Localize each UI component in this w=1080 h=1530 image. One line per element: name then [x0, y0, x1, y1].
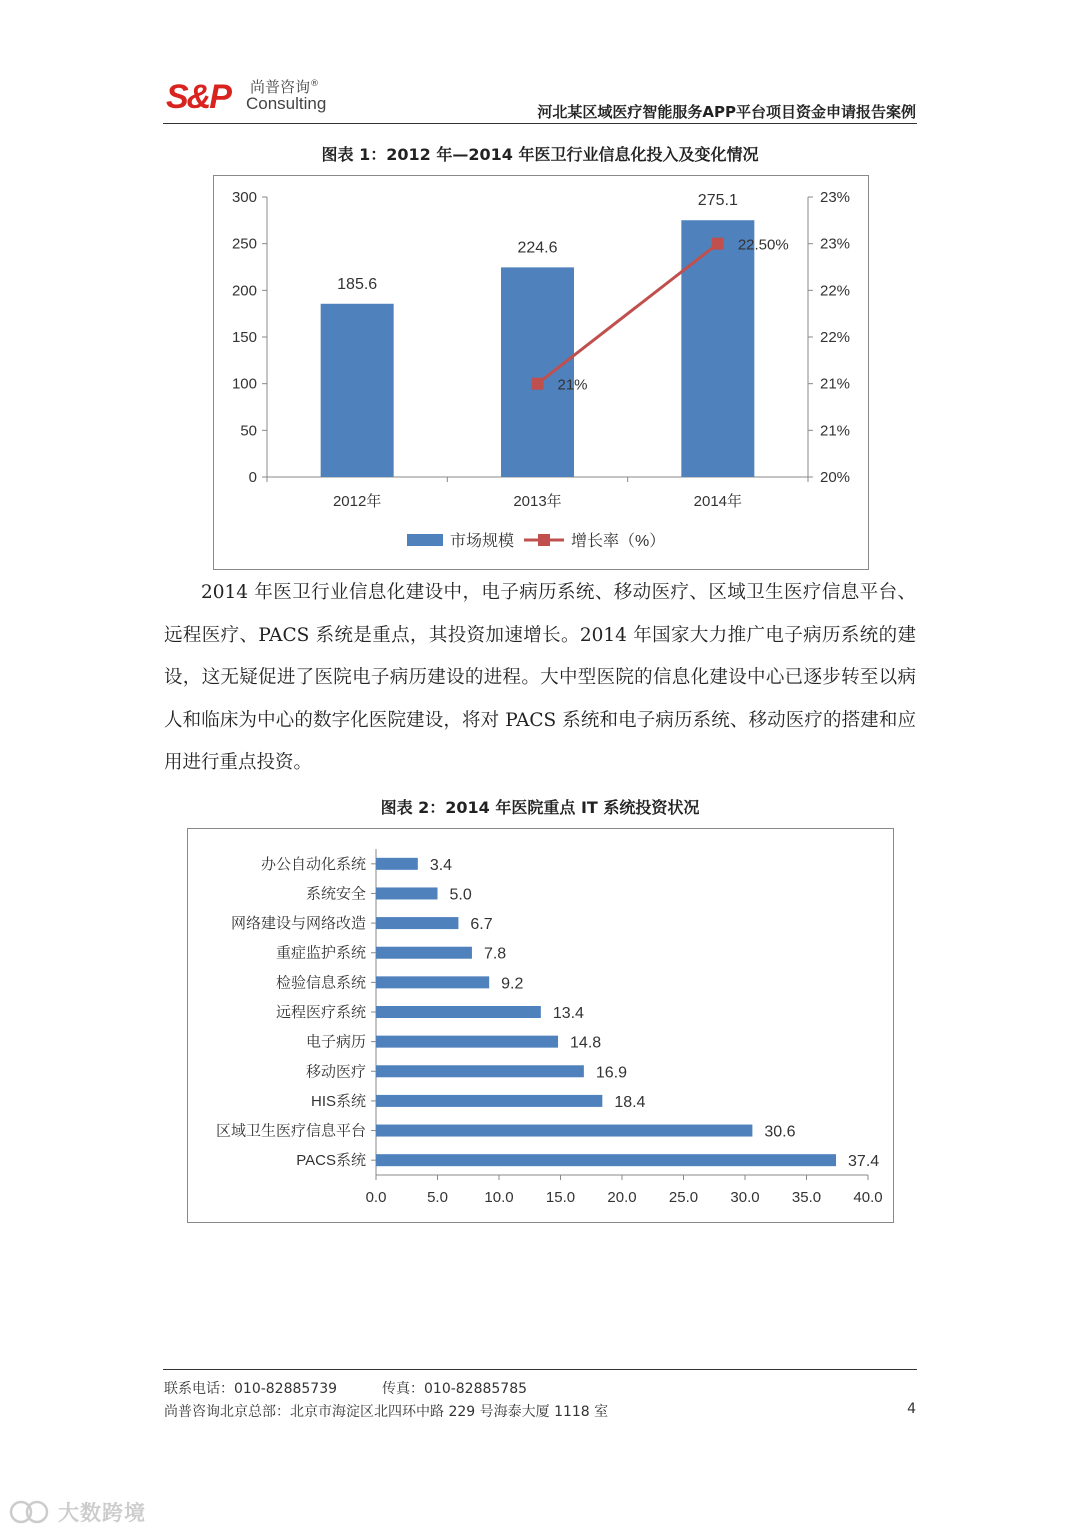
x-axis-tick-label: 5.0 — [427, 1189, 448, 1206]
bar-it-investment — [376, 976, 489, 988]
figure-1-caption: 图表 1：2012 年—2014 年医卫行业信息化投入及变化情况 — [321, 145, 759, 164]
logo-mark: S&P — [166, 78, 230, 116]
bar-data-label: 13.4 — [552, 1005, 584, 1022]
y-axis-category-label: 检验信息系统 — [275, 974, 366, 992]
bar-it-investment — [376, 917, 458, 929]
bar-data-label: 9.2 — [501, 975, 524, 993]
legend-label-growth-rate: 增长率（%） — [571, 533, 666, 550]
bar-data-label: 5.0 — [449, 886, 472, 904]
left-axis-tick-label: 250 — [231, 235, 257, 253]
y-axis-category-label: HIS系统 — [310, 1092, 366, 1110]
footer-divider — [163, 1369, 917, 1370]
bar-data-label: 14.8 — [570, 1034, 602, 1052]
left-axis-tick-label: 150 — [231, 329, 257, 346]
x-axis-tick-label: 25.0 — [668, 1189, 699, 1206]
right-axis-tick-label: 22% — [820, 282, 851, 300]
figure-2-svg — [188, 829, 893, 1222]
y-axis-category-label: 网络建设与网络改造 — [230, 915, 366, 933]
bar-market-size — [321, 304, 394, 477]
footer-fax: 传真：010-82885785 — [382, 1381, 528, 1397]
figure-2-caption: 图表 2：2014 年医院重点 IT 系统投资状况 — [380, 798, 700, 817]
bar-data-label: 7.8 — [483, 945, 507, 963]
company-logo — [166, 76, 336, 118]
logo-english-name: Consulting — [246, 94, 327, 113]
watermark-text: 大数跨境 — [58, 1501, 146, 1525]
y-axis-category-label: 办公自动化系统 — [260, 855, 366, 873]
y-axis-category-label: 移动医疗 — [305, 1063, 366, 1081]
bar-it-investment — [376, 1036, 558, 1048]
watermark-logo-icon — [8, 1499, 52, 1525]
legend-marker-growth-rate — [538, 534, 550, 546]
bar-data-label: 30.6 — [764, 1123, 796, 1141]
bar-data-label: 6.7 — [470, 916, 493, 934]
page-number: 4 — [907, 1401, 916, 1417]
left-axis-tick-label: 0 — [248, 469, 257, 486]
footer-phone: 联系电话：010-82885739 — [164, 1381, 338, 1397]
x-axis-tick-label: 2014年 — [693, 493, 743, 510]
bar-it-investment — [376, 887, 438, 899]
growth-rate-data-label: 22.50% — [737, 236, 789, 254]
bar-it-investment — [376, 1006, 541, 1018]
growth-rate-data-label: 21% — [557, 376, 588, 394]
bar-it-investment — [376, 858, 418, 870]
left-axis-tick-label: 100 — [231, 375, 257, 393]
bar-data-label: 3.4 — [429, 856, 453, 874]
header-divider — [163, 123, 917, 124]
figure-2-chart — [187, 828, 894, 1223]
y-axis-category-label: 远程医疗系统 — [275, 1004, 366, 1021]
x-axis-tick-label: 2013年 — [513, 493, 562, 510]
right-axis-tick-label: 21% — [820, 422, 851, 440]
x-axis-tick-label: 10.0 — [484, 1189, 514, 1206]
figure-1-svg — [214, 176, 868, 569]
y-axis-category-label: 重症监护系统 — [275, 944, 366, 962]
x-axis-tick-label: 30.0 — [730, 1189, 760, 1206]
bar-data-label: 185.6 — [337, 275, 378, 293]
x-axis-tick-label: 35.0 — [791, 1189, 822, 1206]
legend-label-market-size: 市场规模 — [450, 533, 515, 550]
bar-it-investment — [376, 1125, 752, 1137]
document-title: 河北某区域医疗智能服务APP平台项目资金申请报告案例 — [537, 103, 916, 121]
bar-data-label: 37.4 — [848, 1153, 880, 1171]
growth-rate-marker — [712, 238, 724, 250]
legend-swatch-market-size — [407, 534, 443, 546]
x-axis-tick-label: 40.0 — [853, 1189, 883, 1206]
y-axis-category-label: 系统安全 — [305, 885, 366, 903]
bar-market-size — [681, 220, 754, 477]
footer-address: 尚普咨询北京总部：北京市海淀区北四环中路 229 号海泰大厦 1118 室 — [164, 1404, 609, 1420]
logo-chinese-name: 尚普咨询® — [250, 78, 320, 96]
x-axis-tick-label: 15.0 — [545, 1189, 576, 1206]
left-axis-tick-label: 200 — [231, 282, 257, 300]
x-axis-tick-label: 0.0 — [365, 1189, 387, 1206]
bar-market-size — [501, 267, 574, 477]
right-axis-tick-label: 20% — [820, 469, 851, 486]
bar-data-label: 275.1 — [697, 192, 738, 210]
bar-it-investment — [376, 947, 472, 959]
right-axis-tick-label: 22% — [820, 329, 851, 346]
bar-data-label: 18.4 — [614, 1093, 646, 1111]
bar-data-label: 16.9 — [595, 1064, 628, 1082]
y-axis-category-label: 区域卫生医疗信息平台 — [215, 1122, 366, 1140]
y-axis-category-label: 电子病历 — [305, 1033, 366, 1051]
left-axis-tick-label: 50 — [240, 422, 257, 440]
bar-it-investment — [376, 1154, 836, 1166]
bar-data-label: 224.6 — [517, 239, 558, 257]
bar-it-investment — [376, 1095, 602, 1107]
watermark — [8, 1497, 146, 1527]
bar-it-investment — [376, 1065, 584, 1077]
figure-1-chart — [213, 175, 869, 570]
x-axis-tick-label: 20.0 — [607, 1189, 637, 1206]
right-axis-tick-label: 21% — [820, 375, 851, 393]
right-axis-tick-label: 23% — [820, 235, 851, 253]
x-axis-tick-label: 2012年 — [332, 493, 382, 510]
growth-rate-marker — [532, 378, 544, 390]
y-axis-category-label: PACS系统 — [296, 1152, 366, 1170]
right-axis-tick-label: 23% — [820, 189, 851, 206]
body-paragraph: 2014 年医卫行业信息化建设中，电子病历系统、移动医疗、区域卫生医疗信息平台、远程医疗、PACS 系统是重点，其投资加速增长。2014 年国家大力推广电子病历系统的建设，这无疑促进了医院电子病历建设的进程。大中型医院的信息化建设中心已逐步转至以病人和临床为中心的数字化医院建设，将对 PACS 系统和电子病历系统、移动医疗的搭建和应用进行重点投资。 — [164, 582, 916, 773]
left-axis-tick-label: 300 — [231, 189, 257, 206]
